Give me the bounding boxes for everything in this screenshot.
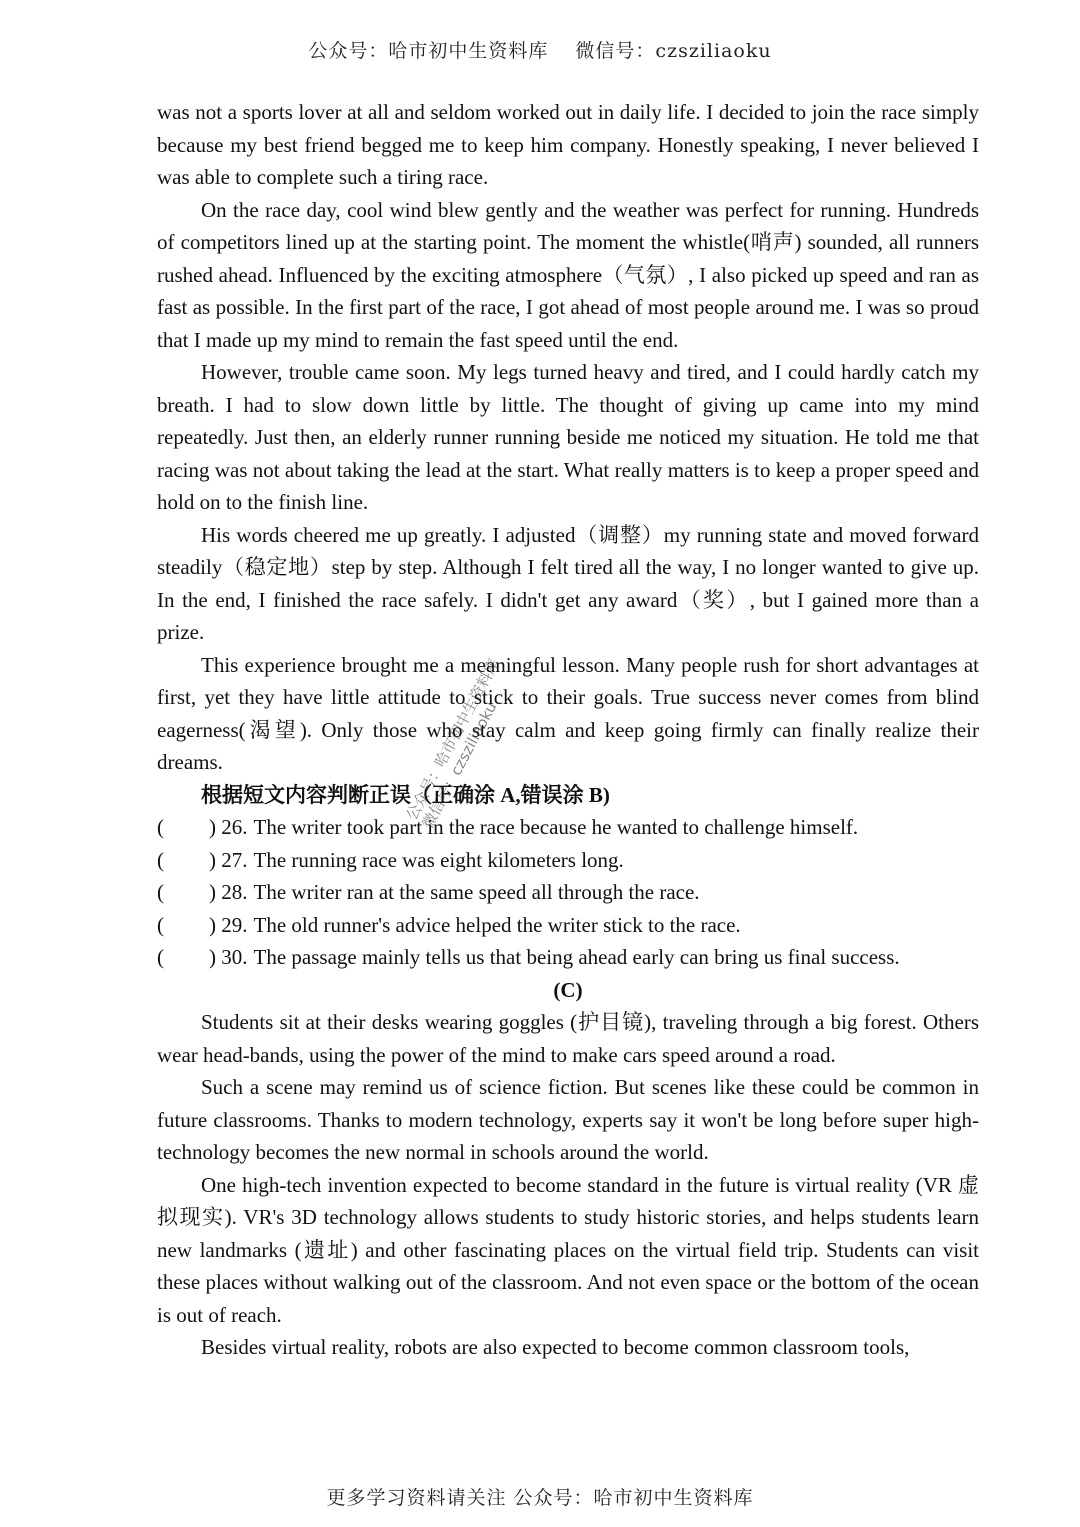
question-number: ) 26.: [209, 815, 248, 839]
paragraph-b-2: On the race day, cool wind blew gently and the weather was perfect for running. Hundreds of competitors lined up at the starting point. The moment the whistle(哨声) sounded, all runners rushed ahead. Influenced by the exciting atmosphere（气氛）, I also picked up speed and ran as fast as possible. In the first part of the race, I got ahead of most people around me. I was so proud that I made up my mind to remain the fast speed until the end.: [157, 197, 979, 352]
question-text: The writer took part in the race because he wanted to challenge himself.: [253, 815, 859, 839]
question-26: [157, 811, 979, 844]
paragraph-b-1: was not a sports lover at all and seldom worked out in daily life. I decided to join the race simply because my best friend begged me to keep him company. Honestly speaking, I never believed I was able to complete such a tiring race.: [157, 100, 979, 189]
question-text: The running race was eight kilometers long.: [253, 847, 624, 872]
answer-blank: (: [157, 945, 164, 969]
question-27: [157, 844, 979, 877]
watermark-stamp: 公众号：哈市初中生资料库 微信号：czsziliaoku: [402, 655, 504, 832]
paragraph-b-4: His words cheered me up greatly. I adjusted（调整）my running state and moved forward steadily（稳定地）step by step. Although I felt tired all the way, I no longer wanted to give up. In the end, I finished the race safely. I didn't get any award（奖）, but I gained more than a prize.: [157, 522, 979, 644]
page-header: 公众号：哈市初中生资料库 微信号：czsziliaoku: [308, 40, 772, 62]
question-number: ) 30.: [209, 945, 248, 969]
paragraph-c-3: One high-tech invention expected to become standard in the future is virtual reality (VR 虚拟现实). VR's 3D technology allows students to study historic stories, and helps students learn new landmarks (遗址) and other fascinating places on the virtual field trip. Students can visit these places without walking out of the classroom. And not even space or the bottom of the ocean is out of reach.: [157, 1172, 979, 1327]
paragraph-c-2: Such a scene may remind us of science fiction. But scenes like these could be common in future classrooms. Thanks to modern technology, experts say it won't be long before super high-technology becomes the new normal in schools around the world.: [157, 1075, 979, 1164]
question-29: [157, 909, 979, 942]
paragraph-b-3: However, trouble came soon. My legs turned heavy and tired, and I could hardly catch my breath. I had to slow down little by little. The thought of giving up came into my mind repeatedly. Just then, an elderly runner running beside me noticed my situation. He told me that racing was not about taking the lead at the start. What really matters is to keep a proper speed and hold on to the finish line.: [157, 360, 979, 514]
answer-blank: (: [157, 880, 164, 904]
section-c-title: (C): [553, 977, 583, 1002]
document-body: [157, 96, 979, 1364]
question-text: The passage mainly tells us that being ahead early can bring us final success.: [253, 945, 900, 969]
paragraph-c-1: Students sit at their desks wearing goggles (护目镜), traveling through a big forest. Others wear head-bands, using the power of the mind to make cars speed around a road.: [157, 1010, 979, 1067]
question-28: [157, 876, 979, 909]
page-footer: 更多学习资料请关注 公众号：哈市初中生资料库: [326, 1487, 754, 1509]
answer-blank: (: [157, 912, 164, 937]
question-30: [157, 941, 979, 974]
answer-blank: (: [157, 815, 164, 839]
question-number: ) 29.: [209, 912, 248, 937]
question-number: ) 28.: [209, 880, 248, 904]
answer-blank: (: [157, 847, 164, 872]
question-number: ) 27.: [209, 847, 248, 872]
paragraph-b-5: This experience brought me a meaningful lesson. Many people rush for short advantages at first, yet they have little attitude to stick to their goals. True success never comes from blind eagerness(渴望). Only those who stay calm and keep going firmly can finally realize their dreams.: [157, 652, 979, 774]
question-instruction: 根据短文内容判断正误（正确涂 A,错误涂 B): [201, 782, 610, 807]
question-text: The old runner's advice helped the writer stick to the race.: [253, 912, 741, 937]
question-text: The writer ran at the same speed all through the race.: [253, 880, 700, 904]
paragraph-c-4: Besides virtual reality, robots are also expected to become common classroom tools,: [201, 1335, 910, 1359]
